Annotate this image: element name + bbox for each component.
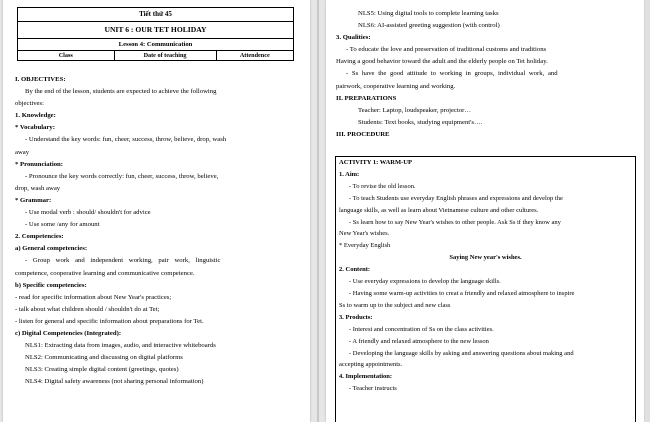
paragraph-line: NLS4: Digital safety awareness (not sharing personal information) (25, 378, 204, 386)
table-header-date: Date of teaching (115, 51, 217, 60)
paragraph-line: - Use everyday expressions to develop the language skills. (349, 278, 501, 286)
paragraph-line: - To revise the old lesson. (349, 182, 416, 190)
paragraph-line: Ss to warm up to the subject and new class (339, 301, 451, 309)
section-heading: I. OBJECTIVES: (15, 76, 66, 83)
paragraph-line: accepting appointments. (339, 361, 403, 369)
class-info-table (17, 51, 294, 61)
unit-title: UNIT 6 : OUR TET HOLIDAY (18, 22, 293, 39)
paragraph-line: By the end of the lesson, students are expected to achieve the following (25, 88, 217, 96)
paragraph-line: - Ss have the good attitude to working in groups, individual work, and (346, 70, 558, 78)
section-heading: III. PROCEDURE (336, 130, 390, 138)
paragraph-line: drop, wash away (15, 184, 61, 192)
subsection-heading: * Vocabulary: (15, 124, 55, 132)
paragraph-line: pairwork, cooperative learning and working. (336, 82, 456, 90)
paragraph-line: New Year's wishes. (339, 230, 390, 238)
subsection-heading: * Pronunciation: (15, 160, 63, 168)
right-page-body (336, 8, 634, 141)
paragraph-line: away (15, 148, 30, 156)
paragraph-line: NLS1: Extracting data from images, audio, and interactive whiteboards (25, 342, 216, 350)
paragraph-line: - talk about what children should / shouldn't do at Tet; (15, 305, 160, 313)
subsection-heading: 1. Aim: (339, 170, 360, 178)
document-page-right (326, 0, 644, 422)
paragraph-line: Teacher: Laptop, loudspeaker, projector… (358, 106, 472, 114)
paragraph-line: Having a good behavior toward the adult and the elderly people on Tet holiday. (336, 58, 548, 66)
lesson-title: Lesson 4: Communication (118, 41, 193, 48)
section-heading: 3. Qualities: (336, 34, 371, 42)
paragraph-line: - To educate the love and preservation of traditional customs and traditions (346, 46, 547, 54)
scrollbar-track[interactable] (645, 0, 650, 422)
centered-heading: Saying New year's wishes. (449, 254, 522, 262)
table-header-class: Class (18, 51, 115, 60)
subsection-heading: 3. Products: (339, 313, 373, 321)
subsection-heading: 4. Implementation: (339, 373, 393, 381)
paragraph-line: language skills, as well as learn about Vietnamese culture and other cultures. (339, 206, 539, 214)
paragraph-line: - Having some warm-up activities to creat a friendly and relaxed atmosphere to inspire (349, 289, 575, 297)
section-heading: 1. Knowledge: (15, 112, 56, 120)
paragraph-line: - Interest and concentration of Ss on the class activities. (349, 325, 494, 333)
section-heading: 2. Competencies: (15, 233, 64, 241)
paragraph-line: Students: Text books, studying equipment's…. (358, 118, 483, 126)
subsection-heading: 2. Content: (339, 266, 371, 274)
left-page-body (15, 74, 300, 388)
subsection-heading: * Grammar: (15, 196, 52, 204)
paragraph-line: - Group work and independent working, pair work, linguistic (25, 257, 221, 265)
paragraph-line: competence, cooperative learning and communicative competence. (15, 269, 195, 277)
subsection-heading: b) Specific competencies: (15, 281, 87, 289)
activity-box (335, 156, 636, 422)
paragraph-line: - To teach Students use everyday English phrases and expressions and develop the (349, 194, 563, 202)
paragraph-line: NLS2: Communicating and discussing on digital platforms (25, 354, 183, 362)
paragraph-line: * Everyday English (339, 242, 391, 250)
page-gutter (317, 0, 319, 422)
table-header-attendance: Attendence (239, 52, 270, 59)
paragraph-line: - Use modal verb : should/ shouldn't for advice (25, 209, 151, 217)
paragraph-line: NLS5: Using digital tools to complete learning tasks (358, 10, 499, 17)
document-page-left (3, 0, 310, 422)
paragraph-line: - Use some /any for amount (25, 221, 100, 229)
lesson-header-box (17, 7, 294, 51)
period-label: Tiết thứ 45 (18, 8, 293, 22)
subsection-heading: a) General competencies: (15, 245, 88, 253)
paragraph-line: - Pronounce the key words correctly: fun, cheer, success, throw, believe, (25, 172, 219, 180)
paragraph-line: - Developing the language skills by asking and answering questions about making and (349, 349, 574, 357)
activity-title: ACTIVITY 1: WARM-UP (339, 159, 412, 166)
section-heading: II. PREPARATIONS (336, 94, 397, 102)
paragraph-line: - listen for general and specific information about preparations for Tet. (15, 317, 204, 325)
paragraph-line: - Understand the key words: fun, cheer, success, throw, believe, drop, wash (25, 136, 227, 144)
paragraph-line: - Teacher instructs (349, 385, 397, 393)
paragraph-line: - read for specific information about New Year's practices; (15, 293, 172, 301)
paragraph-line: - Ss learn how to say New Year's wishes to other people. Ask Ss if they know any (349, 218, 561, 226)
paragraph-line: NLS6: AI-assisted greeting suggestion (with control) (358, 22, 500, 30)
paragraph-line: NLS3: Creating simple digital content (greetings, quotes) (25, 366, 179, 374)
subsection-heading: c) Digital Competencies (Integrated): (15, 329, 122, 337)
paragraph-line: - A friendly and relaxed atmosphere to the new lesson (349, 337, 489, 345)
paragraph-line: objectives: (15, 100, 44, 108)
